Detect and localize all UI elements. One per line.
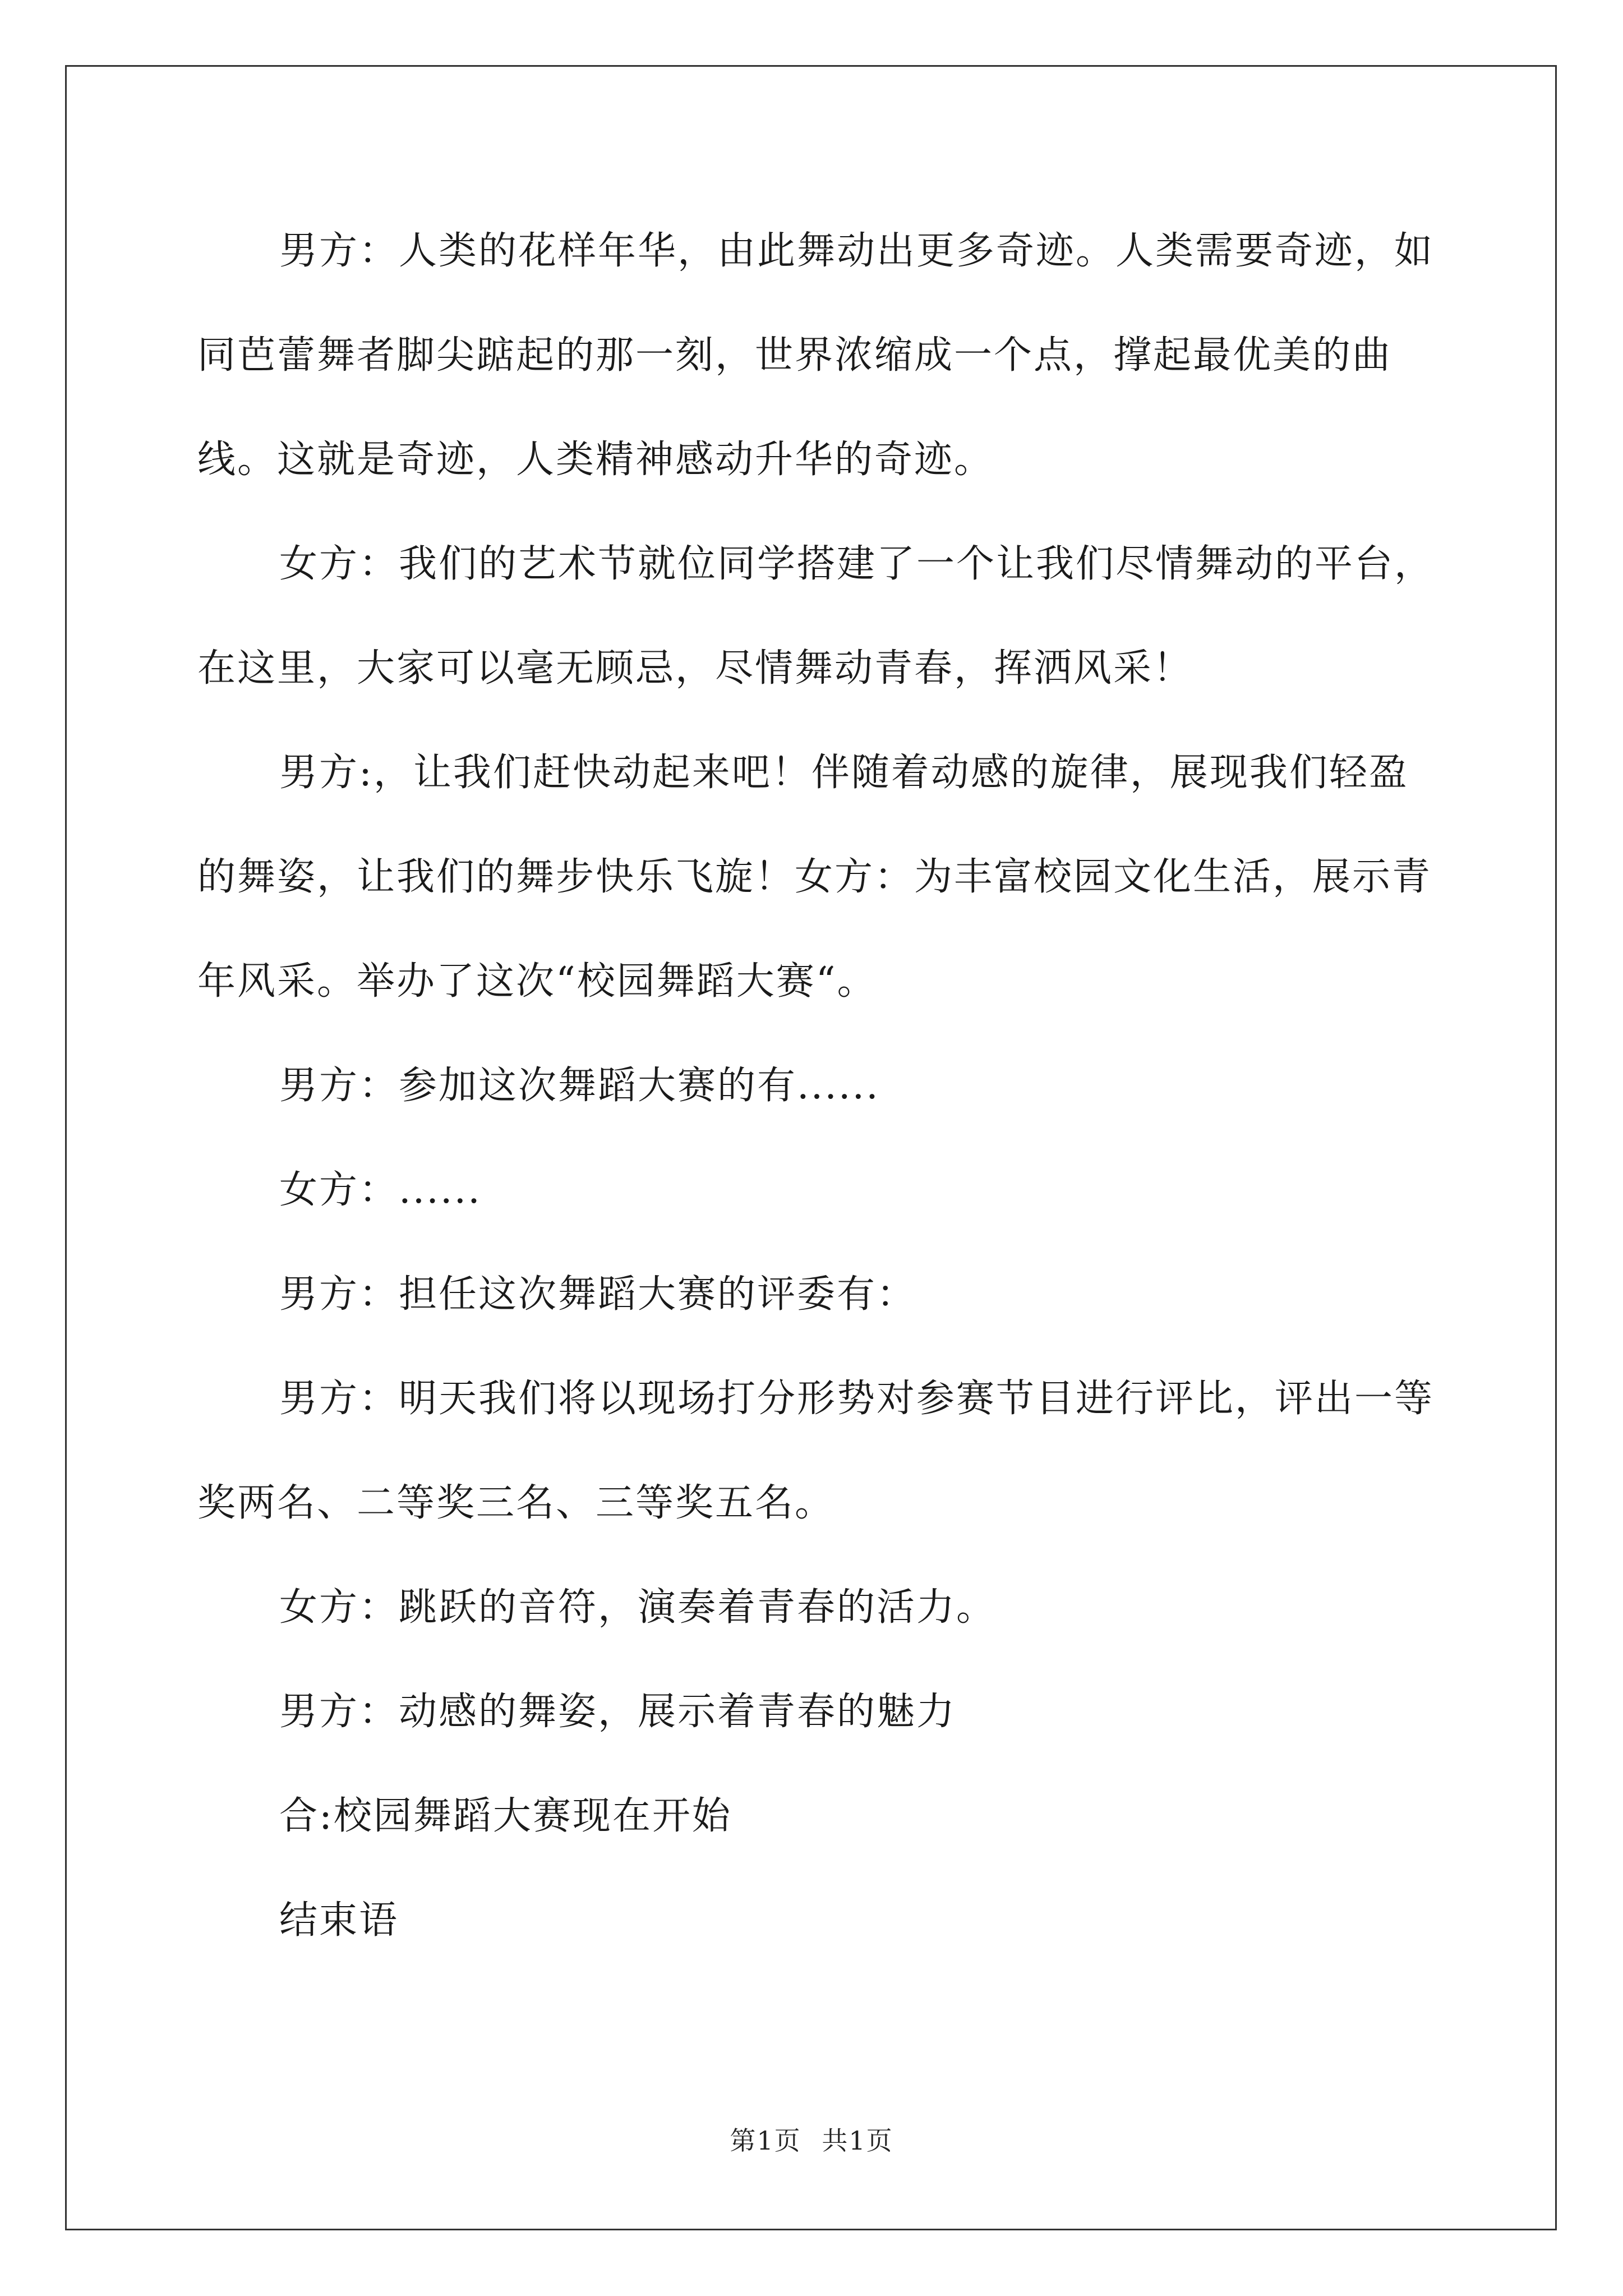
paragraph-5: 女方：...... [279,1168,482,1212]
paragraph-11: 结束语 [279,1898,399,1943]
paragraph-9: 男方：动感的舞姿，展示着青春的魅力 [279,1690,957,1734]
paragraph-2: 女方：我们的艺术节就位同学搭建了一个让我们尽情舞动的平台，在这里，大家可以毫无顾忌，尽情舞动青春，挥洒风采！ [197,542,1435,691]
paragraph-1: 男方：人类的花样年华，由此舞动出更多奇迹。人类需要奇迹，如同芭蕾舞者脚尖踮起的那一刻，世界浓缩成一个点，撑起最优美的曲线。这就是奇迹，人类精神感动升华的奇迹。 [197,229,1435,482]
page-footer [0,2120,1623,2157]
paragraph-10: 合:校园舞蹈大赛现在开始 [279,1794,732,1838]
paragraph-7: 男方：明天我们将以现场打分形势对参赛节目进行评比，评出一等奖两名、二等奖三名、三等奖五名。 [197,1377,1435,1525]
document-body [197,199,1437,1973]
page-total: 共1页 [822,2125,893,2156]
paragraph-8: 女方：跳跃的音符，演奏着青春的活力。 [279,1585,997,1630]
paragraph-6: 男方：担任这次舞蹈大赛的评委有： [279,1272,917,1317]
paragraph-4: 男方：参加这次舞蹈大赛的有...... [279,1064,880,1108]
page-number: 第1页 [730,2125,801,2156]
paragraph-3: 男方:，让我们赶快动起来吧！伴随着动感的旋律，展现我们轻盈的舞姿，让我们的舞步快乐飞旋！女方：为丰富校园文化生活，展示青年风采。举办了这次“校园舞蹈大赛“。 [197,751,1432,1004]
